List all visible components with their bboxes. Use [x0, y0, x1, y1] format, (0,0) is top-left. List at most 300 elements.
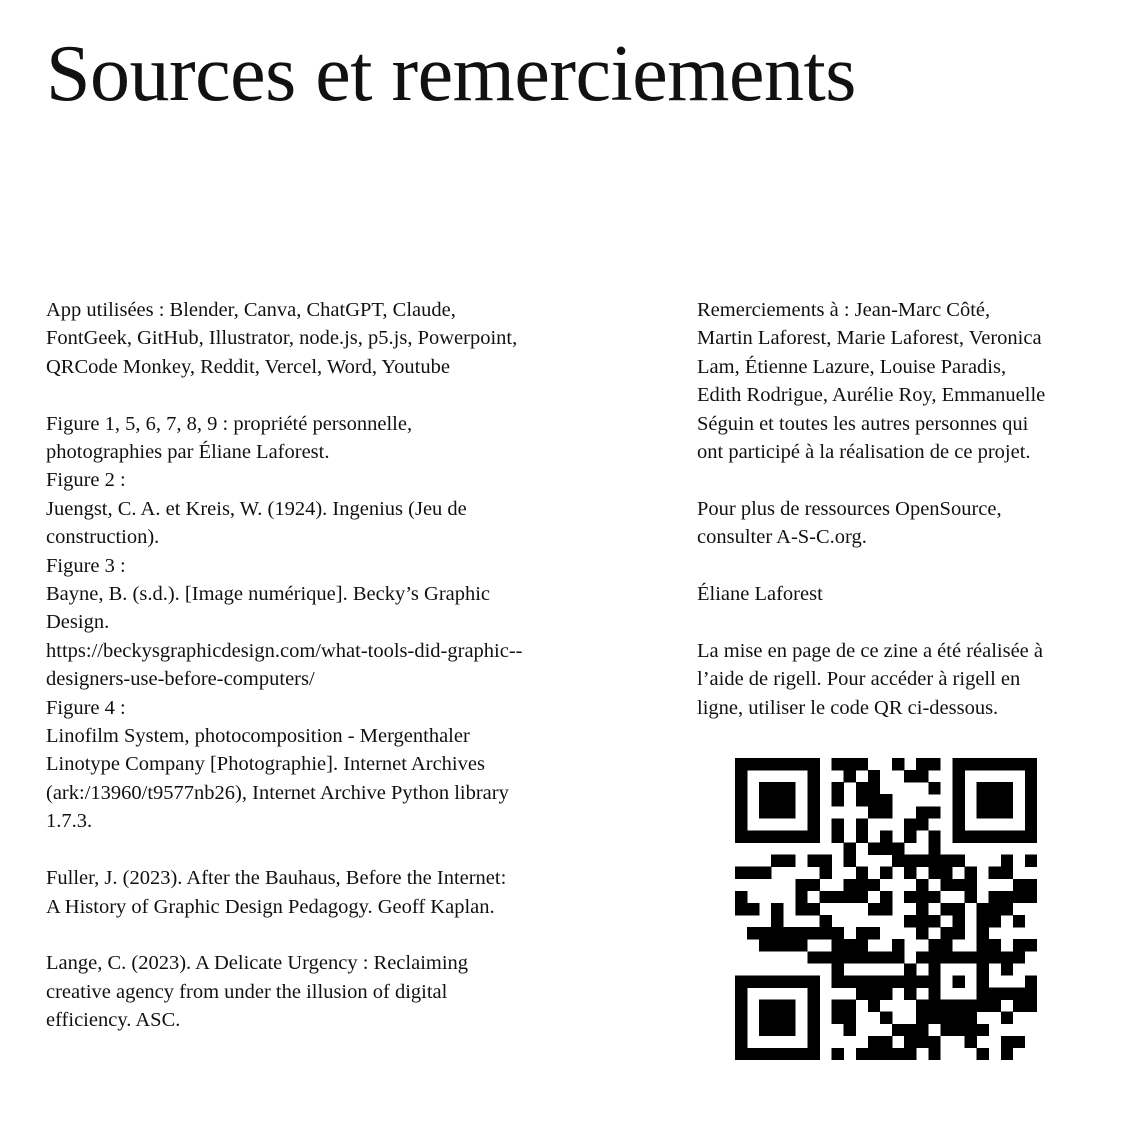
qr-module: [1013, 1036, 1025, 1048]
qr-module: [965, 951, 977, 963]
qr-module: [880, 843, 892, 855]
apps-line: FontGeek, GitHub, Illustrator, node.js, p5.js, Powerpoint,: [46, 327, 518, 350]
qr-module: [1001, 988, 1013, 1000]
qr-module: [771, 915, 783, 927]
qr-module: [868, 843, 880, 855]
qr-module: [977, 1048, 989, 1060]
qr-module: [1001, 794, 1013, 806]
qr-module: [856, 794, 868, 806]
qr-module: [1001, 963, 1013, 975]
qr-module: [771, 855, 783, 867]
qr-module: [832, 1012, 844, 1024]
qr-module: [880, 794, 892, 806]
qr-module: [916, 758, 928, 770]
qr-module: [868, 903, 880, 915]
qr-module: [771, 927, 783, 939]
qr-module: [771, 1048, 783, 1060]
qr-module: [759, 939, 771, 951]
qr-module: [1001, 1048, 1013, 1060]
qr-module: [880, 988, 892, 1000]
qr-module: [844, 975, 856, 987]
qr-module: [868, 1036, 880, 1048]
qr-module: [807, 975, 819, 987]
qr-module: [832, 1048, 844, 1060]
qr-module: [916, 855, 928, 867]
qr-module: [807, 927, 819, 939]
qr-module: [904, 1048, 916, 1060]
qr-module: [735, 975, 747, 987]
qr-module: [868, 1000, 880, 1012]
qr-module: [952, 770, 964, 782]
qr-module: [952, 855, 964, 867]
qr-module: [940, 1000, 952, 1012]
qr-module: [1001, 855, 1013, 867]
qr-module: [868, 975, 880, 987]
qr-module: [735, 830, 747, 842]
qr-module: [1013, 988, 1025, 1000]
qr-module: [1001, 758, 1013, 770]
qr-module: [735, 1012, 747, 1024]
qr-module: [844, 770, 856, 782]
qr-module: [795, 903, 807, 915]
qr-module: [807, 830, 819, 842]
qr-module: [795, 830, 807, 842]
qr-module: [952, 879, 964, 891]
qr-module: [856, 879, 868, 891]
qr-module: [820, 915, 832, 927]
layout-note-line: l’aide de rigell. Pour accéder à rigell en: [697, 668, 1021, 691]
sources-column: [46, 296, 566, 1035]
layout-note-line: ligne, utiliser le code QR ci-dessous.: [697, 696, 999, 719]
qr-module: [844, 1012, 856, 1024]
thanks-line: Séguin et toutes les autres personnes qui: [697, 412, 1029, 435]
qr-module: [928, 782, 940, 794]
qr-module: [771, 794, 783, 806]
qr-module: [892, 975, 904, 987]
qr-module: [759, 782, 771, 794]
qr-module: [892, 951, 904, 963]
qr-module: [795, 927, 807, 939]
qr-module: [832, 794, 844, 806]
qr-module: [904, 1024, 916, 1036]
qr-module: [965, 1000, 977, 1012]
qr-module: [807, 758, 819, 770]
qr-module: [1025, 939, 1037, 951]
qr-module: [916, 903, 928, 915]
figure-credits: [46, 410, 566, 836]
qr-module: [1001, 1036, 1013, 1048]
qr-module: [807, 770, 819, 782]
qr-module: [747, 1048, 759, 1060]
qr-module: [940, 855, 952, 867]
qr-module: [880, 975, 892, 987]
qr-module: [856, 927, 868, 939]
qr-code-icon[interactable]: [735, 758, 1037, 1060]
thanks-line: Edith Rodrigue, Aurélie Roy, Emmanuelle: [697, 384, 1046, 407]
apps-line: App utilisées : Blender, Canva, ChatGPT, Claude,: [46, 299, 456, 321]
qr-module: [747, 867, 759, 879]
qr-module: [940, 903, 952, 915]
qr-module: [940, 939, 952, 951]
qr-module: [892, 843, 904, 855]
thanks-paragraph: [697, 296, 1087, 466]
qr-module: [807, 988, 819, 1000]
qr-module: [952, 975, 964, 987]
qr-module: [783, 1000, 795, 1012]
qr-module: [928, 939, 940, 951]
qr-module: [844, 879, 856, 891]
thanks-line: Remerciements à : Jean-Marc Côté,: [697, 299, 991, 321]
qr-module: [928, 1036, 940, 1048]
qr-module: [989, 891, 1001, 903]
qr-module: [916, 975, 928, 987]
qr-module: [989, 758, 1001, 770]
figure-4-credit-line: Linotype Company [Photographie]. Internet Archives: [46, 753, 485, 776]
qr-module: [1025, 806, 1037, 818]
qr-module: [795, 1048, 807, 1060]
qr-module: [989, 794, 1001, 806]
qr-module: [989, 806, 1001, 818]
qr-module: [747, 927, 759, 939]
qr-module: [952, 806, 964, 818]
qr-module: [952, 915, 964, 927]
apps-line: QRCode Monkey, Reddit, Vercel, Word, Youtube: [46, 355, 450, 378]
qr-code-graphic: [735, 758, 1037, 1060]
qr-module: [892, 855, 904, 867]
qr-module: [1013, 758, 1025, 770]
qr-module: [880, 1012, 892, 1024]
qr-module: [868, 951, 880, 963]
qr-module: [759, 1000, 771, 1012]
qr-module: [916, 1012, 928, 1024]
qr-module: [735, 1000, 747, 1012]
qr-module: [735, 758, 747, 770]
qr-module: [771, 782, 783, 794]
qr-module: [928, 988, 940, 1000]
qr-module: [844, 758, 856, 770]
qr-module: [832, 975, 844, 987]
qr-module: [1001, 867, 1013, 879]
qr-module: [735, 1036, 747, 1048]
qr-module: [783, 855, 795, 867]
qr-module: [735, 988, 747, 1000]
acknowledgements-column: [697, 296, 1087, 722]
qr-module: [1013, 951, 1025, 963]
qr-module: [844, 951, 856, 963]
qr-module: [844, 939, 856, 951]
qr-module: [735, 806, 747, 818]
qr-module: [844, 855, 856, 867]
qr-module: [928, 1012, 940, 1024]
qr-module: [965, 830, 977, 842]
qr-module: [880, 1036, 892, 1048]
qr-module: [832, 830, 844, 842]
figure-3-url: https://beckysgraphicdesign.com/what-tools-did-graphic--: [46, 639, 523, 662]
qr-module: [807, 951, 819, 963]
qr-module: [952, 758, 964, 770]
qr-module: [747, 758, 759, 770]
reference-line: A History of Graphic Design Pedagogy. Geoff Kaplan.: [46, 895, 495, 918]
qr-module: [807, 818, 819, 830]
figure-4-credit-line: (ark:/13960/t9577nb26), Internet Archive Python library: [46, 781, 509, 804]
qr-module: [735, 1048, 747, 1060]
qr-module: [916, 1036, 928, 1048]
qr-module: [904, 818, 916, 830]
qr-module: [759, 758, 771, 770]
qr-module: [928, 963, 940, 975]
qr-module: [868, 782, 880, 794]
qr-module: [759, 1024, 771, 1036]
qr-module: [820, 867, 832, 879]
qr-module: [1013, 879, 1025, 891]
qr-module: [820, 891, 832, 903]
qr-module: [820, 855, 832, 867]
qr-module: [989, 782, 1001, 794]
qr-module: [759, 927, 771, 939]
qr-module: [759, 1012, 771, 1024]
qr-module: [904, 770, 916, 782]
qr-module: [940, 951, 952, 963]
qr-module: [856, 951, 868, 963]
qr-module: [940, 879, 952, 891]
qr-module: [928, 1000, 940, 1012]
qr-module: [928, 855, 940, 867]
opensource-line: consulter A-S-C.org.: [697, 526, 867, 549]
qr-module: [916, 806, 928, 818]
qr-module: [965, 1012, 977, 1024]
qr-module: [1025, 891, 1037, 903]
qr-module: [771, 1012, 783, 1024]
qr-module: [735, 891, 747, 903]
qr-module: [904, 963, 916, 975]
qr-module: [904, 988, 916, 1000]
figure-2-credit-line: Juengst, C. A. et Kreis, W. (1924). Ingenius (Jeu de: [46, 497, 467, 520]
qr-module: [832, 939, 844, 951]
paragraph-gap: [46, 836, 566, 864]
qr-module: [795, 975, 807, 987]
qr-module: [807, 1024, 819, 1036]
qr-module: [759, 867, 771, 879]
paragraph-gap: [697, 552, 1087, 580]
qr-module: [965, 758, 977, 770]
figure-4-credit-line: Linofilm System, photocomposition - Mergenthaler: [46, 725, 470, 748]
qr-module: [759, 830, 771, 842]
qr-module: [844, 1000, 856, 1012]
qr-module: [977, 758, 989, 770]
qr-module: [832, 1000, 844, 1012]
qr-module: [1001, 951, 1013, 963]
qr-module: [916, 891, 928, 903]
qr-module: [807, 794, 819, 806]
figure-3-credit-line: Design.: [46, 611, 110, 634]
qr-module: [856, 988, 868, 1000]
qr-module: [771, 806, 783, 818]
paragraph-gap: [46, 921, 566, 949]
qr-module: [880, 903, 892, 915]
qr-module: [807, 1048, 819, 1060]
apps-used-paragraph: [46, 296, 566, 381]
qr-module: [747, 903, 759, 915]
qr-module: [771, 1024, 783, 1036]
reference-fuller: [46, 864, 566, 921]
qr-module: [807, 855, 819, 867]
qr-module: [880, 806, 892, 818]
figure-3-label: Figure 3 :: [46, 554, 126, 577]
qr-module: [989, 1000, 1001, 1012]
qr-module: [868, 806, 880, 818]
qr-module: [880, 830, 892, 842]
qr-module: [928, 915, 940, 927]
qr-module: [771, 758, 783, 770]
layout-note-paragraph: [697, 637, 1087, 722]
reference-line: Lange, C. (2023). A Delicate Urgency : Reclaiming: [46, 952, 469, 975]
qr-module: [868, 927, 880, 939]
qr-module: [783, 1012, 795, 1024]
qr-module: [1013, 1000, 1025, 1012]
qr-module: [844, 891, 856, 903]
qr-module: [940, 1012, 952, 1024]
qr-module: [977, 782, 989, 794]
paragraph-gap: [697, 608, 1087, 636]
qr-module: [735, 794, 747, 806]
qr-module: [1001, 891, 1013, 903]
qr-module: [759, 1048, 771, 1060]
qr-module: [1025, 782, 1037, 794]
page-title: Sources et remerciements: [46, 30, 856, 118]
qr-module: [856, 939, 868, 951]
qr-module: [952, 1000, 964, 1012]
qr-module: [892, 1048, 904, 1060]
figure-2-credit-line: construction).: [46, 526, 160, 549]
qr-module: [783, 939, 795, 951]
qr-module: [1025, 855, 1037, 867]
qr-module: [928, 951, 940, 963]
qr-module: [989, 867, 1001, 879]
qr-module: [977, 903, 989, 915]
qr-module: [928, 806, 940, 818]
qr-module: [928, 843, 940, 855]
qr-module: [928, 975, 940, 987]
figure-1-credit-line: Figure 1, 5, 6, 7, 8, 9 : propriété personnelle,: [46, 412, 413, 435]
thanks-line: Lam, Étienne Lazure, Louise Paradis,: [697, 355, 1007, 378]
qr-module: [856, 891, 868, 903]
qr-module: [916, 927, 928, 939]
qr-module: [880, 891, 892, 903]
qr-module: [977, 988, 989, 1000]
qr-module: [771, 975, 783, 987]
qr-module: [952, 830, 964, 842]
qr-module: [856, 818, 868, 830]
qr-module: [928, 830, 940, 842]
opensource-paragraph: [697, 495, 1087, 552]
qr-module: [989, 951, 1001, 963]
qr-module: [965, 879, 977, 891]
qr-module: [977, 806, 989, 818]
qr-module: [880, 1048, 892, 1060]
qr-module: [868, 879, 880, 891]
qr-module: [1025, 830, 1037, 842]
qr-module: [904, 1036, 916, 1048]
qr-module: [928, 891, 940, 903]
qr-module: [856, 830, 868, 842]
qr-module: [892, 1024, 904, 1036]
qr-module: [1025, 1000, 1037, 1012]
qr-module: [868, 794, 880, 806]
qr-module: [771, 939, 783, 951]
qr-module: [904, 915, 916, 927]
qr-module: [977, 963, 989, 975]
qr-module: [989, 830, 1001, 842]
qr-module: [965, 1024, 977, 1036]
qr-module: [783, 806, 795, 818]
qr-module: [856, 758, 868, 770]
qr-module: [1025, 794, 1037, 806]
qr-module: [952, 927, 964, 939]
qr-module: [759, 975, 771, 987]
qr-module: [989, 903, 1001, 915]
qr-module: [771, 830, 783, 842]
qr-module: [928, 867, 940, 879]
qr-module: [904, 891, 916, 903]
qr-module: [1001, 903, 1013, 915]
qr-module: [1013, 891, 1025, 903]
qr-module: [904, 975, 916, 987]
reference-line: creative agency from under the illusion of digital: [46, 980, 448, 1003]
qr-module: [747, 975, 759, 987]
layout-note-line: La mise en page de ce zine a été réalisée à: [697, 639, 1044, 662]
qr-module: [807, 806, 819, 818]
thanks-line: Martin Laforest, Marie Laforest, Veronica: [697, 327, 1042, 350]
qr-module: [965, 891, 977, 903]
qr-module: [904, 855, 916, 867]
qr-module: [807, 903, 819, 915]
qr-module: [832, 891, 844, 903]
qr-module: [916, 770, 928, 782]
qr-module: [1025, 758, 1037, 770]
qr-module: [1001, 830, 1013, 842]
qr-module: [952, 951, 964, 963]
qr-module: [832, 963, 844, 975]
qr-module: [795, 758, 807, 770]
qr-module: [735, 782, 747, 794]
qr-module: [1025, 988, 1037, 1000]
qr-module: [783, 975, 795, 987]
reference-lange: [46, 949, 566, 1034]
qr-module: [952, 818, 964, 830]
qr-module: [1025, 879, 1037, 891]
qr-module: [928, 758, 940, 770]
qr-module: [759, 794, 771, 806]
paragraph-gap: [697, 466, 1087, 494]
qr-module: [977, 1024, 989, 1036]
qr-module: [747, 830, 759, 842]
qr-module: [940, 1024, 952, 1036]
qr-module: [1013, 915, 1025, 927]
qr-module: [856, 1048, 868, 1060]
figure-4-label: Figure 4 :: [46, 696, 126, 719]
qr-module: [977, 1000, 989, 1012]
qr-module: [807, 1036, 819, 1048]
qr-module: [1025, 975, 1037, 987]
qr-module: [832, 818, 844, 830]
qr-module: [928, 1048, 940, 1060]
qr-module: [832, 782, 844, 794]
qr-module: [832, 758, 844, 770]
qr-module: [880, 951, 892, 963]
qr-module: [952, 1024, 964, 1036]
qr-module: [977, 951, 989, 963]
qr-module: [868, 1048, 880, 1060]
